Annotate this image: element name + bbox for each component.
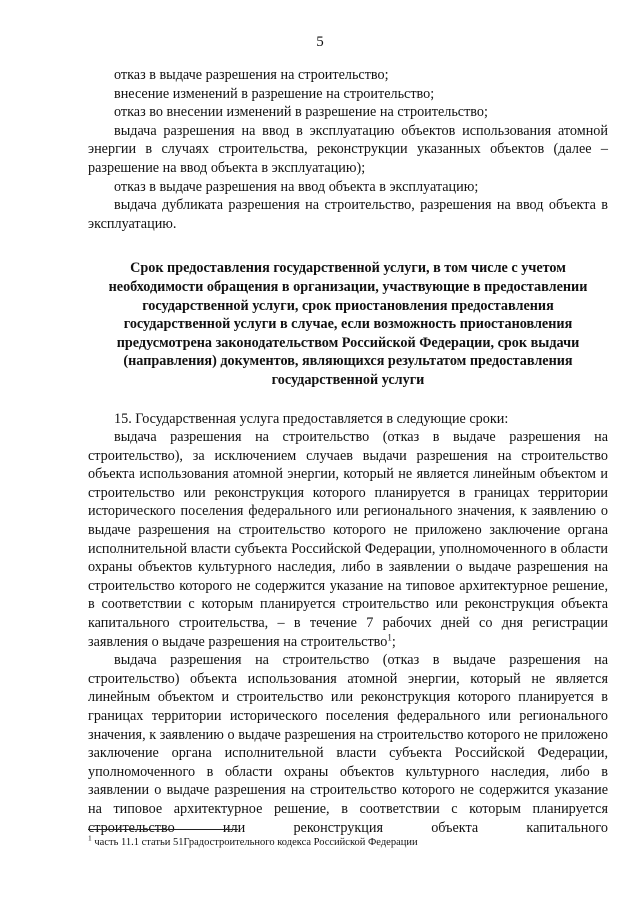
footnote-text: часть 11.1 статьи 51Градостроительного кодекса Российской Федерации: [91, 837, 418, 848]
list-item: отказ во внесении изменений в разрешение на строительство;: [114, 104, 488, 121]
clause-intro: 15. Государственная услуга предоставляется в следующие сроки:: [114, 410, 509, 427]
footnote-separator: [88, 829, 238, 830]
clause-paragraph-end: ;: [391, 633, 396, 650]
footnote-mark: 1: [88, 833, 92, 843]
clause-paragraph: выдача разрешения на строительство (отказ в выдаче разрешения на строительство) объекта использования атомной энергии, который не является линейным объектом и строительство или реконструкция которого планируется в границах территории исторического поселения федерального или регионального значения, к заявлению о выдаче разрешения на строительство которого не приложено заключение органа исполнительной власти субъекта Российской Федерации, уполномоченного в области охраны объектов культурного наследия, либо в заявлении о выдаче разрешения на строительство которого не содержится указание на типовое архитектурное решение, в соответствии с которым планируется строительство или реконструкция объекта капитального: [88, 652, 608, 836]
footnote: [88, 833, 608, 849]
list-item: отказ в выдаче разрешения на строительство;: [114, 67, 389, 83]
list-item: внесение изменений в разрешение на строительство;: [114, 85, 435, 102]
clause-paragraph-text: выдача разрешения на строительство (отказ в выдаче разрешения на строительство), за исключением случаев выдачи разрешения на строительство объекта использования атомной энергии, который не является линейным объектом и строительство или реконструкция которого планируется в границах территории исторического поселения федерального или регионального значения, к заявлению о выдаче разрешения на строительство которого не приложено заключение органа исполнительной власти субъекта Российской Федерации, уполномоченного в области охраны объектов культурного наследия, либо в заявлении о выдаче разрешения на строительство которого не содержится указание на типовое архитектурное решение, в соответствии с которым планируется строительство или реконструкция объекта капитального строительства, – в течение 7 рабочих дней со дня регистрации заявления о выдаче разрешения на строительство: [88, 429, 608, 650]
footnote-reference[interactable]: 1: [387, 631, 392, 642]
list-item: выдача разрешения на ввод в эксплуатацию объектов использования атомной энергии в случаях строительства, реконструкции указанных объектов (далее – разрешение на ввод объекта в эксплуатацию);: [88, 122, 608, 176]
clause-paragraph: [88, 428, 608, 651]
document-body: [88, 66, 608, 837]
page-number: 5: [316, 34, 324, 50]
list-item: отказ в выдаче разрешения на ввод объекта в эксплуатацию;: [114, 178, 479, 195]
section-heading: Срок предоставления государственной услуги, в том числе с учетом необходимости обращения в организации, участвующие в предоставлении государственной услуги, срок приостановления предоставления государственной услуги в случае, если возможность приостановления предусмотрена законодательством Российской Федерации, срок выдачи (направления) документов, являющихся результатом предоставления государственной услуги: [108, 260, 588, 388]
list-item: выдача дубликата разрешения на строительство, разрешения на ввод объекта в эксплуатацию.: [88, 197, 608, 232]
